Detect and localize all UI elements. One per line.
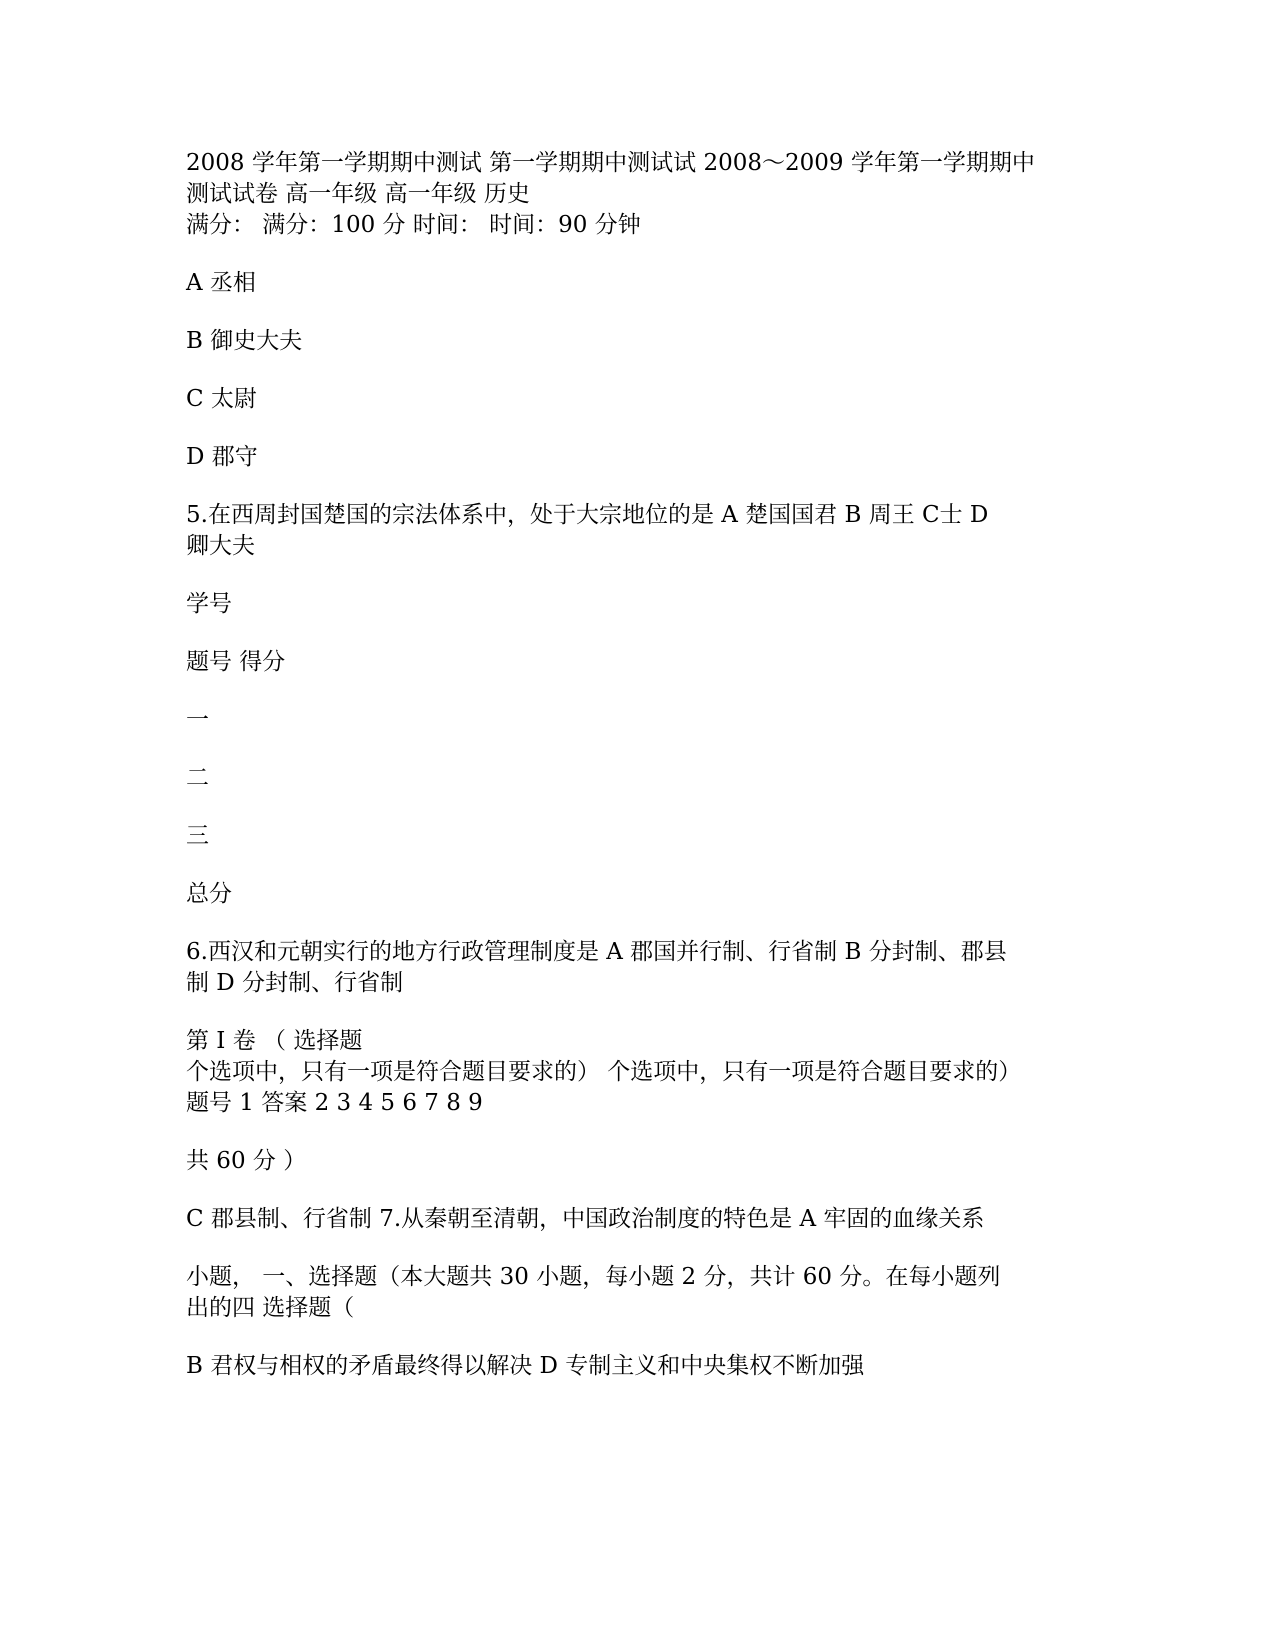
section-instructions: 个选项中，只有一项是符合题目要求的） 个选项中，只有一项是符合题目要求的）	[186, 1059, 1022, 1085]
student-id-label: 学号	[186, 591, 232, 617]
header-line-2: 测试试卷 高一年级 高一年级 历史	[186, 181, 530, 207]
section-1-title: 第 I 卷 （ 选择题	[186, 1028, 363, 1054]
score-time-line: 满分： 满分：100 分 时间： 时间：90 分钟	[186, 212, 641, 238]
score-row-2: 二	[186, 765, 209, 791]
choice-section-line-2: 出的四 选择题（	[186, 1295, 355, 1321]
question-5-line-1: 5.在西周封国楚国的宗法体系中，处于大宗地位的是 A 楚国国君 B 周王 C士 D	[186, 502, 989, 528]
total-score-label: 总分	[186, 881, 232, 907]
option-a: A 丞相	[186, 270, 256, 296]
question-7-line: C 郡县制、行省制 7.从秦朝至清朝，中国政治制度的特色是 A 牢固的血缘关系	[186, 1206, 985, 1232]
score-row-1: 一	[186, 707, 209, 733]
score-table-header: 题号 得分	[186, 649, 286, 675]
section-points: 共 60 分 ）	[186, 1148, 307, 1174]
question-6-line-2: 制 D 分封制、行省制	[186, 970, 404, 996]
question-7-options: B 君权与相权的矛盾最终得以解决 D 专制主义和中央集权不断加强	[186, 1353, 865, 1379]
header-line-1: 2008 学年第一学期期中测试 第一学期期中测试试 2008～2009 学年第一学期期中	[186, 150, 1035, 176]
question-5-line-2: 卿大夫	[186, 533, 255, 559]
answer-table-header: 题号 1 答案 2 3 4 5 6 7 8 9	[186, 1090, 483, 1116]
question-6-line-1: 6.西汉和元朝实行的地方行政管理制度是 A 郡国并行制、行省制 B 分封制、郡县	[186, 939, 1007, 965]
option-b: B 御史大夫	[186, 328, 303, 354]
option-d: D 郡守	[186, 444, 258, 470]
choice-section-line-1: 小题， 一、选择题（本大题共 30 小题，每小题 2 分，共计 60 分。在每小题列	[186, 1264, 1001, 1290]
option-c: C 太尉	[186, 386, 257, 412]
score-row-3: 三	[186, 823, 209, 849]
